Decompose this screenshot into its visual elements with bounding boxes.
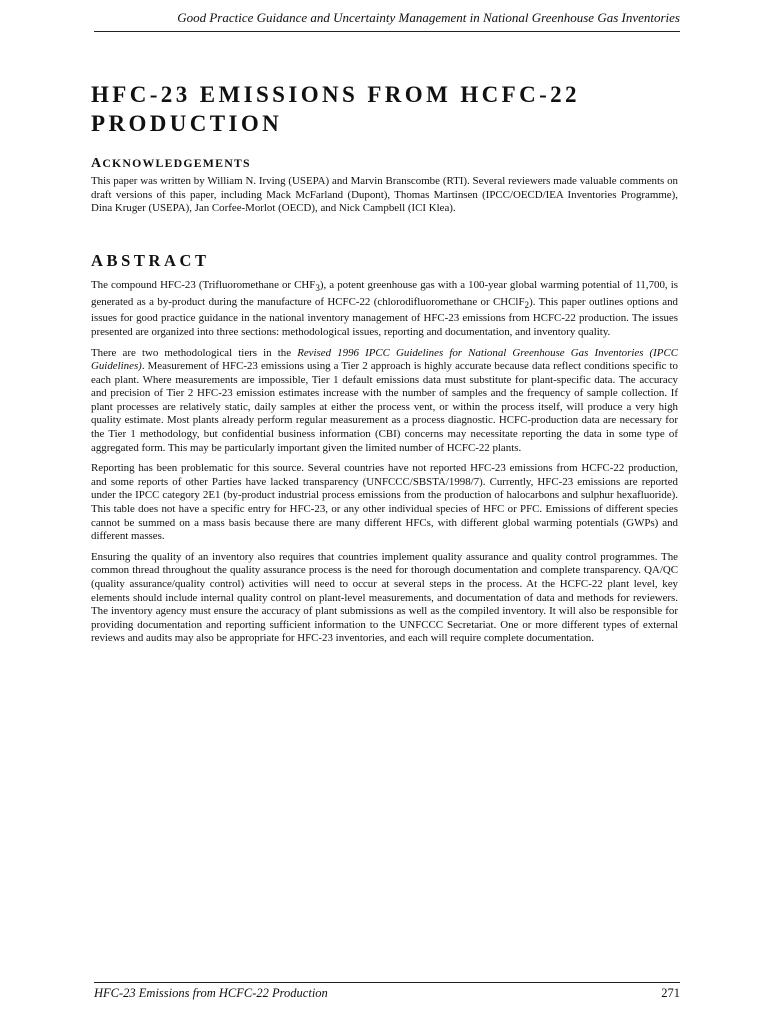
- page-number: 271: [661, 986, 680, 1000]
- abstract-paragraph-4: Ensuring the quality of an inventory also requires that countries implement quality assurance and quality control programmes. The common thread throughout the quality assurance process is the need for thorough documentation and complete transparency. QA/QC (quality assurance/quality control) activities will need to occur at several steps in the process. At the HCFC-22 plant level, key elements should include internal quality control on plant-level measurements, and documentation of data and methods for reviewers. The inventory agency must ensure the accuracy of plant submissions as well as the compiled inventory. It will also be responsible for providing documentation and reporting sufficient information to the UNFCCC Secretariat. One or more different types of external reviews and audits may also be appropriate for HFC-23 inventories, and each will require complete documentation.: [91, 550, 678, 645]
- abstract-p1-part-a: The compound HFC-23 (Trifluoromethane or CHF: [91, 278, 316, 291]
- main-content: [91, 80, 678, 653]
- document-title: [91, 80, 678, 138]
- title-line-1: HFC-23 EMISSIONS FROM HCFC-22: [91, 82, 580, 107]
- abstract-p1-part-b: ), a potent greenhouse gas with a 100-year global warming potential of 11,700, is generated as a by-product during the manufacture of HCFC-22 (chlorodifluoromethane or CHClF: [91, 278, 678, 308]
- ipcc-guidelines-citation: Revised 1996 IPCC Guidelines for National Greenhouse Gas Inventories (IPCC Guidelines): [91, 346, 678, 373]
- acknowledgements-heading-rest: CKNOWLEDGEMENTS: [102, 156, 251, 170]
- abstract-heading: ABSTRACT: [91, 250, 210, 270]
- acknowledgements-heading: [91, 156, 678, 172]
- running-header: Good Practice Guidance and Uncertainty Management in National Greenhouse Gas Inventories: [177, 10, 680, 25]
- abstract-p2-part-b: . Measurement of HFC-23 emissions using a Tier 2 approach is highly accurate because data reflect conditions specific to each plant. Where measurements are impossible, Tier 1 default emissions data must substitute for plant-specific data. The accuracy and precision of Tier 2 HFC-23 emission estimates increase with the number of samples and the frequency of sample collection. If plant processes are relatively static, daily samples at either the process vent, or within the process itself, will produce a very high quality estimate. Most plants already perform regular measurement as a process diagnostic. HCFC-production data are necessary for the Tier 1 methodology, but confidential business information (CBI) concerns may necessitate reporting the data in some type of aggregated form. This may be particularly important given the limited number of HCFC-22 plants.: [91, 360, 678, 454]
- abstract-p2-part-a: There are two methodological tiers in the: [91, 346, 298, 359]
- abstract-paragraph-3: Reporting has been problematic for this source. Several countries have not reported HFC-23 emissions from HCFC-22 production, and some reports of other Parties have lacked transparency (UNFCCC/SBSTA/1998/7). Currently, HFC-23 emissions are reported under the IPCC category 2E1 (by-product industrial process emissions from the production of halocarbons and sulphur hexafluoride). This table does not have a specific entry for HFC-23, or any other individual species of HFC or PFC. Emissions of different species cannot be summed on a mass basis because there are many different HFCs, with different global warming potentials (GWPs) and different masses.: [91, 462, 678, 543]
- header-rule: [94, 31, 680, 32]
- abstract-p1-part-c: ). This paper outlines options and issues for good practice guidance in the national inventory management of HFC-23 emissions from HCFC-22 production. The issues presented are organized into three sections: methodological issues, reporting and documentation, and inventory quality.: [91, 295, 679, 338]
- abstract-paragraph-1: [91, 279, 678, 340]
- title-line-2: PRODUCTION: [91, 111, 283, 136]
- footer-title: HFC-23 Emissions from HCFC-22 Production: [94, 986, 328, 1000]
- abstract-p1-subscript-1: 3: [315, 282, 320, 293]
- abstract-p1-subscript-2: 2: [524, 299, 530, 310]
- footer-rule: [94, 982, 680, 983]
- acknowledgements-paragraph: This paper was written by William N. Irving (USEPA) and Marvin Branscombe (RTI). Several reviewers made valuable comments on draft versions of this paper, including Mack McFarland (Dupont), Thomas Martinsen (IPCC/OECD/IEA Inventories Programme), Dina Kruger (USEPA), Jan Corfee-Morlot (OECD), and Nick Campbell (ICI Klea).: [91, 175, 678, 215]
- running-footer: [94, 986, 680, 1001]
- acknowledgements-heading-initial: A: [91, 156, 103, 171]
- abstract-paragraph-2: [91, 347, 678, 456]
